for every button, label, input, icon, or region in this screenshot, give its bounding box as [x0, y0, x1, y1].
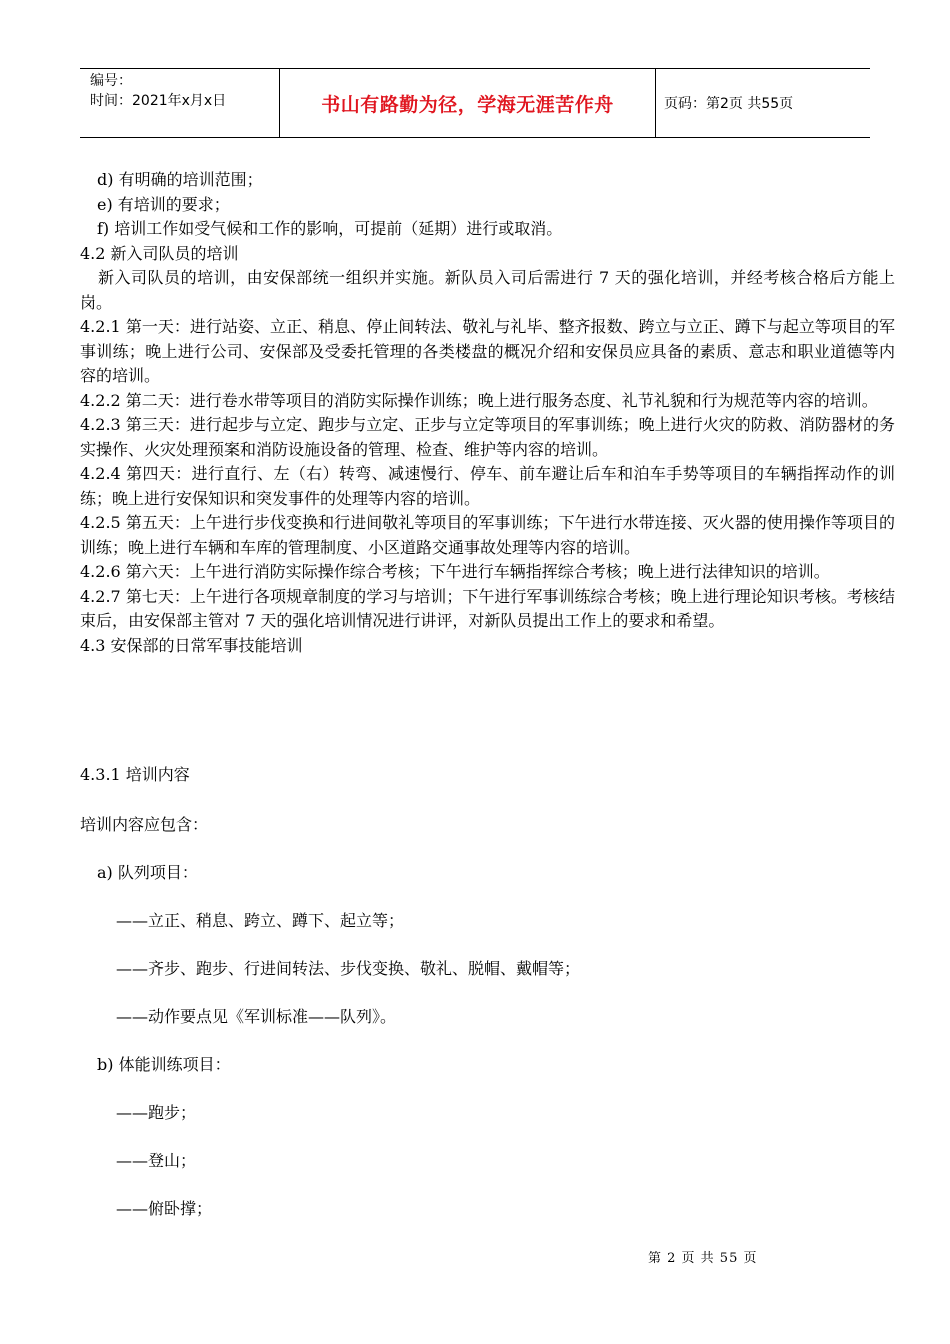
page-footer: 第 2 页 共 55 页 [648, 1251, 758, 1266]
training-content-lead: 培训内容应包含： [80, 815, 209, 834]
list-subitem-b1: ——跑步； [116, 1103, 197, 1122]
document-date-label: 时间：2021年x月x日 [90, 93, 227, 109]
list-subitem-a2: ——齐步、跑步、行进间转法、步伐变换、敬礼、脱帽、戴帽等； [116, 959, 581, 978]
section-4-2-6: 4.2.6 第六天：上午进行消防实际操作综合考核；下午进行车辆指挥综合考核；晚上进行法律知识的培训。 [80, 562, 830, 581]
page-header [80, 68, 870, 138]
section-4-2-4: 4.2.4 第四天：进行直行、左（右）转弯、减速慢行、停车、前车避让后车和泊车手势等项目的车辆指挥动作的训练；晚上进行安保知识和突发事件的处理等内容的培训。 [80, 464, 895, 508]
list-subitem-a3: ——动作要点见《军训标准——队列》。 [116, 1007, 397, 1026]
section-4-2-intro: 新入司队员的培训，由安保部统一组织并实施。新队员入司后需进行 7 天的强化培训，并经考核合格后方能上岗。 [80, 268, 895, 312]
document-body [80, 168, 895, 658]
list-subitem-b2: ——登山； [116, 1151, 197, 1170]
section-4-2-5: 4.2.5 第五天：上午进行步伐变换和行进间敬礼等项目的军事训练；下午进行水带连接、灭火器的使用操作等项目的训练；晚上进行车辆和车库的管理制度、小区道路交通事故处理等内容的培训。 [80, 513, 895, 557]
list-item-f: f) 培训工作如受气候和工作的影响，可提前（延期）进行或取消。 [97, 219, 563, 238]
section-4-2-heading: 4.2 新入司队员的培训 [80, 243, 239, 263]
header-page-count: 页码：第2页 共55页 [664, 96, 794, 112]
header-meta [80, 69, 280, 137]
section-4-2-2: 4.2.2 第二天：进行卷水带等项目的消防实际操作训练；晚上进行服务态度、礼节礼貌和行为规范等内容的培训。 [80, 390, 878, 410]
section-4-2-7: 4.2.7 第七天：上午进行各项规章制度的学习与培训；下午进行军事训练综合考核；晚上进行理论知识考核。考核结束后，由安保部主管对 7 天的强化培训情况进行讲评，对新队员提出工作上的要求和希望。 [80, 586, 895, 630]
list-item-e: e) 有培训的要求； [97, 194, 230, 214]
list-item-b: b) 体能训练项目： [97, 1055, 231, 1074]
list-subitem-b3: ——俯卧撑； [116, 1199, 213, 1218]
section-4-3-heading: 4.3 安保部的日常军事技能培训 [80, 635, 303, 655]
section-4-2-3: 4.2.3 第三天：进行起步与立定、跑步与立定、正步与立定等项目的军事训练；晚上进行火灾的防救、消防器材的务实操作、火灾处理预案和消防设施设备的管理、检查、维护等内容的培训。 [80, 415, 895, 459]
section-4-2-1: 4.2.1 第一天：进行站姿、立正、稍息、停止间转法、敬礼与礼毕、整齐报数、跨立与立正、蹲下与起立等项目的军事训练；晚上进行公司、安保部及受委托管理的各类楼盘的概况介绍和安保员应具备的素质、意志和职业道德等内容的培训。 [80, 317, 895, 385]
section-4-3-1-heading: 4.3.1 培训内容 [80, 765, 190, 784]
list-item-d: d) 有明确的培训范围； [97, 170, 263, 189]
list-item-a: a) 队列项目： [97, 863, 198, 882]
list-subitem-a1: ——立正、稍息、跨立、蹲下、起立等； [116, 911, 405, 930]
document-number-label: 编号： [90, 73, 132, 89]
header-motto: 书山有路勤为径，学海无涯苦作舟 [280, 69, 656, 137]
